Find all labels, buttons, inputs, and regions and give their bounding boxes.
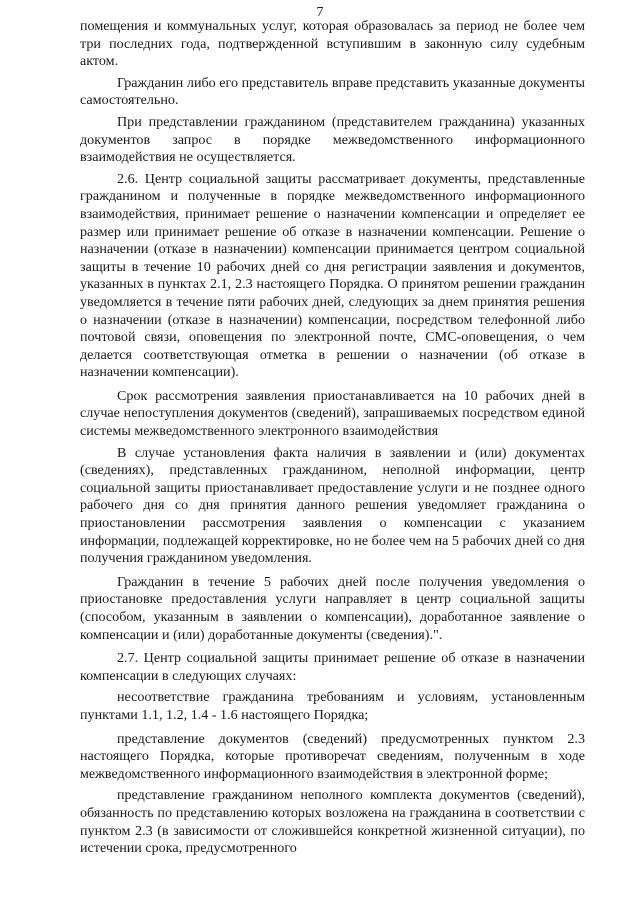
list-item-refusal-2: представление документов (сведений) предусмотренных пунктом 2.3 настоящего Порядка, которые противоречат сведениям, полученным в ходе межведомственного информационного взаимодействия в электронной форме; bbox=[80, 730, 585, 782]
paragraph-resubmission: Гражданин в течение 5 рабочих дней после получения уведомления о приостановке предоставления услуги направляет в центр социальной защиты (способом, указанным в заявлении о компенсации), доработанное заявление о компенсации и (или) доработанные документы (сведения).". bbox=[80, 573, 585, 643]
list-item-refusal-1: несоответствие гражданина требованиям и условиям, установленным пунктами 1.1, 1.2, 1.4 - 1.6 настоящего Порядка; bbox=[80, 689, 585, 723]
paragraph-continuation: помещения и коммунальных услуг, которая образовалась за период не более чем три последних года, подтвержденной вступившим в законную силу судебным актом. bbox=[80, 18, 585, 70]
list-item-refusal-3: представление гражданином неполного комплекта документов (сведений), обязанность по представлению которых возложена на гражданина в соответствии с пунктом 2.3 (в зависимости от сложившейся конкретной жизненной ситуации), по истечении срока, предусмотренного bbox=[80, 787, 585, 857]
paragraph-clause-2-6: 2.6. Центр социальной защиты рассматривает документы, представленные гражданином и полученные в порядке межведомственного информационного взаимодействия, принимает решение о назначении компенсации и определяет ее размер или принимает решение об отказе в назначении компенсации. Решение о назначении (отказе в назначении) компенсации принимается центром социальной защиты в течение 10 рабочих дней со дня регистрации заявления и документов, указанных в пунктах 2.1, 2.3 настоящего Порядка. О принятом решении гражданин уведомляется в течение пяти рабочих дней, следующих за днем принятия решения о назначении (отказе в назначении) компенсации, посредством телефонной либо почтовой связи, оповещения по электронной почте, СМС-оповещения, о чем делается соответствующая отметка в решении о назначении (об отказе в назначении компенсации). bbox=[80, 170, 585, 381]
paragraph-right-to-submit: Гражданин либо его представитель вправе представить указанные документы самостоятельно. bbox=[80, 74, 585, 109]
page-number: 7 bbox=[316, 5, 324, 20]
paragraph-no-interagency-request: При представлении гражданином (представителем гражданина) указанных документов запрос в порядке межведомственного информационного взаимодействия не осуществляется. bbox=[80, 113, 585, 166]
document-body bbox=[80, 18, 585, 858]
paragraph-incomplete-info: В случае установления факта наличия в заявлении и (или) документах (сведениях), представленных гражданином, неполной информации, центр социальной защиты приостанавливает предоставление услуги и не позднее одного рабочего дня со дня принятия данного решения уведомляет гражданина о приостановлении рассмотрения заявления о компенсации с указанием информации, подлежащей корректировке, но не более чем на 5 рабочих дней со дня получения гражданином уведомления. bbox=[80, 444, 585, 567]
paragraph-suspension-term: Срок рассмотрения заявления приостанавливается на 10 рабочих дней в случае непоступления документов (сведений), запрашиваемых посредством единой системы межведомственного электронного взаимодействия bbox=[80, 387, 585, 440]
paragraph-clause-2-7: 2.7. Центр социальной защиты принимает решение об отказе в назначении компенсации в следующих случаях: bbox=[80, 650, 585, 684]
